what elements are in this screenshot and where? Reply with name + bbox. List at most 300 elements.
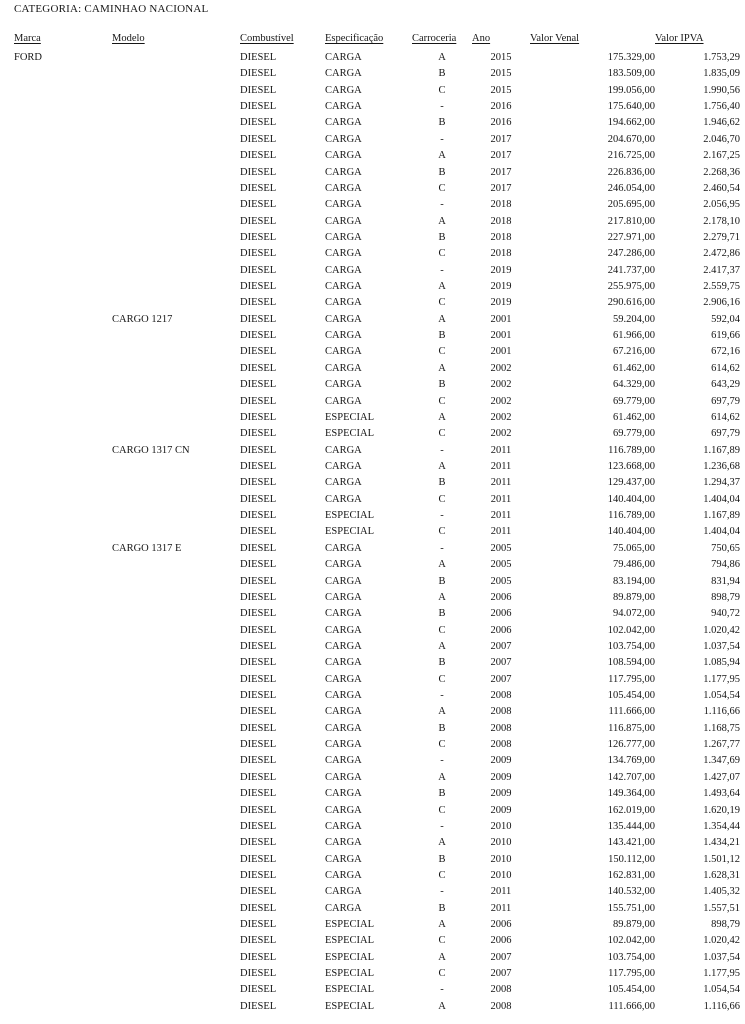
table-row xyxy=(14,704,740,720)
cell-modelo xyxy=(112,704,240,720)
cell-valor-ipva: 2.167,25 xyxy=(703,150,740,162)
cell-combustivel: DIESEL xyxy=(240,853,277,865)
cell-valor-ipva: 2.279,71 xyxy=(703,231,740,243)
cell-valor-ipva: 1.620,19 xyxy=(703,804,740,816)
table-row xyxy=(14,803,740,819)
cell-modelo xyxy=(112,66,240,82)
cell-ano: 2011 xyxy=(490,477,512,489)
cell-carroceria: C xyxy=(438,526,446,538)
cell-ano: 2011 xyxy=(490,526,512,538)
table-body xyxy=(14,50,740,1015)
cell-ano: 2008 xyxy=(490,984,512,996)
cell-valor-venal: 105.454,00 xyxy=(607,690,655,702)
cell-especificacao: CARGA xyxy=(325,542,362,554)
table-row xyxy=(14,639,740,655)
cell-valor-venal: 102.042,00 xyxy=(607,624,655,636)
cell-combustivel: DIESEL xyxy=(240,395,277,407)
cell-valor-ipva: 1.493,64 xyxy=(703,788,740,800)
cell-especificacao: CARGA xyxy=(325,133,362,145)
cell-modelo xyxy=(112,966,240,982)
cell-marca xyxy=(14,230,112,246)
cell-marca xyxy=(14,524,112,540)
cell-valor-venal: 117.795,00 xyxy=(608,968,655,980)
cell-especificacao: CARGA xyxy=(325,820,362,832)
cell-valor-ipva: 794,86 xyxy=(711,559,740,571)
cell-combustivel: DIESEL xyxy=(240,297,277,309)
cell-valor-venal: 226.836,00 xyxy=(607,166,655,178)
cell-marca xyxy=(14,999,112,1015)
cell-ano: 2006 xyxy=(490,591,512,603)
cell-modelo xyxy=(112,115,240,131)
cell-carroceria: B xyxy=(438,231,446,243)
table-row xyxy=(14,933,740,949)
cell-modelo xyxy=(112,230,240,246)
cell-ano: 2006 xyxy=(490,608,512,620)
cell-modelo xyxy=(112,606,240,622)
cell-modelo xyxy=(112,99,240,115)
cell-carroceria: - xyxy=(440,755,444,767)
cell-combustivel: DIESEL xyxy=(240,902,277,914)
cell-ano: 2009 xyxy=(490,771,512,783)
cell-combustivel: DIESEL xyxy=(240,968,277,980)
cell-valor-ipva: 1.294,37 xyxy=(703,477,740,489)
table-row xyxy=(14,459,740,475)
cell-ano: 2007 xyxy=(490,640,512,652)
cell-marca xyxy=(14,557,112,573)
cell-combustivel: DIESEL xyxy=(240,706,277,718)
cell-valor-ipva: 1.116,66 xyxy=(703,706,740,718)
cell-valor-venal: 111.666,00 xyxy=(608,1000,655,1012)
cell-modelo xyxy=(112,933,240,949)
cell-valor-venal: 105.454,00 xyxy=(607,984,655,996)
cell-ano: 2017 xyxy=(490,182,512,194)
cell-modelo xyxy=(112,246,240,262)
cell-marca xyxy=(14,492,112,508)
cell-carroceria: B xyxy=(438,788,446,800)
cell-marca xyxy=(14,933,112,949)
cell-ano: 2011 xyxy=(490,886,512,898)
cell-ano: 2001 xyxy=(490,330,512,342)
cell-valor-venal: 102.042,00 xyxy=(607,935,655,947)
cell-marca xyxy=(14,165,112,181)
cell-especificacao: ESPECIAL xyxy=(325,951,375,963)
cell-modelo xyxy=(112,623,240,639)
cell-valor-ipva: 1.946,62 xyxy=(703,117,740,129)
column-header-valor-ipva: Valor IPVA xyxy=(655,33,704,44)
cell-carroceria: B xyxy=(438,330,446,342)
cell-carroceria: A xyxy=(438,411,446,423)
cell-carroceria: C xyxy=(438,935,446,947)
cell-valor-ipva: 614,62 xyxy=(711,411,740,423)
cell-modelo xyxy=(112,83,240,99)
cell-valor-venal: 94.072,00 xyxy=(613,608,655,620)
cell-marca xyxy=(14,753,112,769)
table-row xyxy=(14,230,740,246)
cell-especificacao: CARGA xyxy=(325,395,362,407)
cell-especificacao: CARGA xyxy=(325,788,362,800)
cell-valor-ipva: 1.167,89 xyxy=(703,444,740,456)
cell-especificacao: CARGA xyxy=(325,690,362,702)
cell-modelo xyxy=(112,50,240,66)
cell-marca xyxy=(14,475,112,491)
cell-marca xyxy=(14,115,112,131)
cell-carroceria: - xyxy=(440,886,444,898)
table-row xyxy=(14,181,740,197)
cell-valor-ipva: 2.559,75 xyxy=(703,281,740,293)
table-row xyxy=(14,83,740,99)
cell-combustivel: DIESEL xyxy=(240,330,277,342)
cell-marca xyxy=(14,819,112,835)
cell-ano: 2017 xyxy=(490,133,512,145)
cell-combustivel: DIESEL xyxy=(240,52,277,63)
cell-combustivel: DIESEL xyxy=(240,493,277,505)
cell-valor-ipva: 1.404,04 xyxy=(703,493,740,505)
cell-valor-venal: 204.670,00 xyxy=(607,133,655,145)
cell-modelo xyxy=(112,688,240,704)
cell-combustivel: DIESEL xyxy=(240,313,277,325)
table-row xyxy=(14,66,740,82)
cell-especificacao: ESPECIAL xyxy=(325,968,375,980)
cell-valor-ipva: 1.434,21 xyxy=(703,837,740,849)
cell-valor-ipva: 1.404,04 xyxy=(703,526,740,538)
table-row xyxy=(14,443,740,459)
cell-carroceria: A xyxy=(438,919,446,931)
cell-marca xyxy=(14,672,112,688)
cell-valor-ipva: 1.405,32 xyxy=(703,886,740,898)
cell-carroceria: - xyxy=(440,199,444,211)
cell-especificacao: CARGA xyxy=(325,493,362,505)
cell-valor-venal: 150.112,00 xyxy=(608,853,655,865)
cell-ano: 2015 xyxy=(490,52,512,63)
cell-valor-venal: 59.204,00 xyxy=(613,313,655,325)
cell-modelo xyxy=(112,328,240,344)
cell-valor-ipva: 1.236,68 xyxy=(703,460,740,472)
cell-especificacao: CARGA xyxy=(325,657,362,669)
cell-carroceria: A xyxy=(438,559,446,571)
cell-ano: 2009 xyxy=(490,788,512,800)
cell-marca xyxy=(14,639,112,655)
cell-valor-venal: 246.054,00 xyxy=(607,182,655,194)
cell-combustivel: DIESEL xyxy=(240,460,277,472)
cell-especificacao: CARGA xyxy=(325,52,362,63)
cell-valor-ipva: 2.178,10 xyxy=(703,215,740,227)
cell-marca xyxy=(14,263,112,279)
table-row xyxy=(14,410,740,426)
cell-modelo xyxy=(112,524,240,540)
cell-carroceria: B xyxy=(438,68,446,80)
cell-modelo xyxy=(112,884,240,900)
cell-marca xyxy=(14,410,112,426)
cell-especificacao: CARGA xyxy=(325,673,362,685)
cell-ano: 2017 xyxy=(490,166,512,178)
cell-carroceria: C xyxy=(438,182,446,194)
cell-ano: 2019 xyxy=(490,297,512,309)
cell-valor-venal: 162.019,00 xyxy=(607,804,655,816)
cell-valor-ipva: 1.037,54 xyxy=(703,951,740,963)
cell-valor-venal: 183.509,00 xyxy=(607,68,655,80)
cell-valor-venal: 162.831,00 xyxy=(607,869,655,881)
table-row xyxy=(14,492,740,508)
cell-valor-venal: 69.779,00 xyxy=(613,428,655,440)
cell-valor-ipva: 1.020,42 xyxy=(703,935,740,947)
table-row xyxy=(14,557,740,573)
cell-ano: 2019 xyxy=(490,264,512,276)
cell-valor-ipva: 2.056,95 xyxy=(703,199,740,211)
cell-modelo xyxy=(112,279,240,295)
cell-carroceria: - xyxy=(440,444,444,456)
cell-valor-venal: 217.810,00 xyxy=(607,215,655,227)
cell-ano: 2001 xyxy=(490,313,512,325)
cell-especificacao: CARGA xyxy=(325,231,362,243)
cell-valor-venal: 149.364,00 xyxy=(607,788,655,800)
cell-carroceria: C xyxy=(438,428,446,440)
cell-marca xyxy=(14,181,112,197)
cell-modelo xyxy=(112,999,240,1015)
cell-marca xyxy=(14,950,112,966)
cell-carroceria: - xyxy=(440,133,444,145)
table-row xyxy=(14,508,740,524)
cell-carroceria: A xyxy=(438,313,446,325)
cell-especificacao: ESPECIAL xyxy=(325,428,375,440)
table-row xyxy=(14,197,740,213)
cell-valor-venal: 123.668,00 xyxy=(607,460,655,472)
cell-especificacao: CARGA xyxy=(325,837,362,849)
cell-combustivel: DIESEL xyxy=(240,624,277,636)
cell-modelo xyxy=(112,574,240,590)
cell-valor-ipva: 2.906,16 xyxy=(703,297,740,309)
cell-carroceria: B xyxy=(438,722,446,734)
cell-modelo: CARGO 1317 E xyxy=(112,542,182,554)
cell-carroceria: A xyxy=(438,281,446,293)
cell-marca xyxy=(14,132,112,148)
cell-ano: 2008 xyxy=(490,706,512,718)
cell-especificacao: CARGA xyxy=(325,84,362,96)
cell-combustivel: DIESEL xyxy=(240,657,277,669)
cell-marca xyxy=(14,344,112,360)
table-row xyxy=(14,344,740,360)
cell-carroceria: A xyxy=(438,951,446,963)
cell-carroceria: B xyxy=(438,853,446,865)
cell-especificacao: CARGA xyxy=(325,215,362,227)
cell-valor-venal: 61.966,00 xyxy=(613,330,655,342)
cell-combustivel: DIESEL xyxy=(240,1000,277,1012)
cell-marca xyxy=(14,377,112,393)
table-row xyxy=(14,819,740,835)
cell-ano: 2011 xyxy=(490,902,512,914)
cell-combustivel: DIESEL xyxy=(240,771,277,783)
cell-marca xyxy=(14,312,112,328)
cell-ano: 2008 xyxy=(490,739,512,751)
column-header-valor-venal: Valor Venal xyxy=(530,33,580,44)
cell-combustivel: DIESEL xyxy=(240,117,277,129)
cell-valor-venal: 155.751,00 xyxy=(607,902,655,914)
column-header-combustivel: Combustível xyxy=(240,33,294,44)
cell-especificacao: CARGA xyxy=(325,68,362,80)
cell-valor-ipva: 2.460,54 xyxy=(703,182,740,194)
cell-valor-ipva: 592,04 xyxy=(711,313,740,325)
cell-especificacao: ESPECIAL xyxy=(325,1000,375,1012)
table-row xyxy=(14,868,740,884)
cell-especificacao: CARGA xyxy=(325,869,362,881)
cell-combustivel: DIESEL xyxy=(240,935,277,947)
cell-ano: 2006 xyxy=(490,919,512,931)
cell-modelo xyxy=(112,361,240,377)
cell-ano: 2009 xyxy=(490,804,512,816)
cell-combustivel: DIESEL xyxy=(240,248,277,260)
cell-ano: 2006 xyxy=(490,624,512,636)
vehicle-table xyxy=(14,27,740,1015)
cell-ano: 2018 xyxy=(490,215,512,227)
cell-especificacao: CARGA xyxy=(325,166,362,178)
cell-carroceria: - xyxy=(440,542,444,554)
table-row xyxy=(14,655,740,671)
cell-carroceria: C xyxy=(438,395,446,407)
category-title: CATEGORIA: CAMINHAO NACIONAL xyxy=(14,3,209,15)
cell-carroceria: C xyxy=(438,346,446,358)
cell-ano: 2007 xyxy=(490,673,512,685)
cell-valor-ipva: 1.427,07 xyxy=(703,771,740,783)
cell-ano: 2005 xyxy=(490,575,512,587)
cell-valor-venal: 135.444,00 xyxy=(607,820,655,832)
cell-valor-venal: 108.594,00 xyxy=(607,657,655,669)
cell-carroceria: C xyxy=(438,297,446,309)
cell-especificacao: CARGA xyxy=(325,362,362,374)
table-row xyxy=(14,982,740,998)
cell-combustivel: DIESEL xyxy=(240,788,277,800)
cell-marca xyxy=(14,590,112,606)
cell-modelo xyxy=(112,344,240,360)
table-row xyxy=(14,623,740,639)
table-row xyxy=(14,214,740,230)
cell-combustivel: DIESEL xyxy=(240,182,277,194)
cell-carroceria: C xyxy=(438,869,446,881)
table-row xyxy=(14,475,740,491)
cell-modelo xyxy=(112,950,240,966)
cell-valor-venal: 255.975,00 xyxy=(607,281,655,293)
cell-carroceria: - xyxy=(440,984,444,996)
cell-modelo xyxy=(112,181,240,197)
cell-marca xyxy=(14,214,112,230)
cell-combustivel: DIESEL xyxy=(240,264,277,276)
table-row xyxy=(14,884,740,900)
cell-valor-venal: 61.462,00 xyxy=(613,362,655,374)
cell-combustivel: DIESEL xyxy=(240,690,277,702)
cell-modelo xyxy=(112,197,240,213)
cell-combustivel: DIESEL xyxy=(240,608,277,620)
cell-especificacao: CARGA xyxy=(325,755,362,767)
cell-carroceria: B xyxy=(438,902,446,914)
cell-especificacao: CARGA xyxy=(325,591,362,603)
cell-ano: 2016 xyxy=(490,117,512,129)
cell-ano: 2007 xyxy=(490,968,512,980)
cell-ano: 2011 xyxy=(490,510,512,522)
cell-marca xyxy=(14,884,112,900)
cell-combustivel: DIESEL xyxy=(240,575,277,587)
cell-marca xyxy=(14,786,112,802)
cell-especificacao: CARGA xyxy=(325,608,362,620)
cell-valor-ipva: 1.116,66 xyxy=(703,1000,740,1012)
table-row xyxy=(14,361,740,377)
cell-modelo xyxy=(112,737,240,753)
cell-ano: 2006 xyxy=(490,935,512,947)
cell-modelo xyxy=(112,263,240,279)
cell-ano: 2010 xyxy=(490,869,512,881)
cell-carroceria: B xyxy=(438,117,446,129)
table-row xyxy=(14,99,740,115)
cell-carroceria: - xyxy=(440,101,444,113)
cell-carroceria: C xyxy=(438,493,446,505)
cell-modelo xyxy=(112,917,240,933)
cell-combustivel: DIESEL xyxy=(240,199,277,211)
cell-valor-ipva: 614,62 xyxy=(711,362,740,374)
cell-marca xyxy=(14,83,112,99)
cell-combustivel: DIESEL xyxy=(240,542,277,554)
cell-especificacao: CARGA xyxy=(325,624,362,636)
cell-marca xyxy=(14,868,112,884)
cell-valor-ipva: 1.753,29 xyxy=(703,52,740,63)
cell-valor-ipva: 2.417,37 xyxy=(703,264,740,276)
cell-marca: FORD xyxy=(14,52,43,63)
cell-valor-venal: 143.421,00 xyxy=(607,837,655,849)
cell-combustivel: DIESEL xyxy=(240,559,277,571)
cell-modelo xyxy=(112,295,240,311)
cell-marca xyxy=(14,99,112,115)
cell-carroceria: - xyxy=(440,690,444,702)
cell-ano: 2018 xyxy=(490,199,512,211)
cell-ano: 2002 xyxy=(490,362,512,374)
cell-valor-venal: 89.879,00 xyxy=(613,919,655,931)
cell-especificacao: CARGA xyxy=(325,902,362,914)
cell-especificacao: CARGA xyxy=(325,722,362,734)
cell-ano: 2005 xyxy=(490,559,512,571)
cell-ano: 2008 xyxy=(490,690,512,702)
column-header-especificacao: Especificação xyxy=(325,33,384,44)
cell-especificacao: CARGA xyxy=(325,559,362,571)
cell-ano: 2018 xyxy=(490,231,512,243)
cell-valor-ipva: 1.054,54 xyxy=(703,690,740,702)
table-row xyxy=(14,132,740,148)
cell-combustivel: DIESEL xyxy=(240,722,277,734)
cell-marca xyxy=(14,394,112,410)
cell-valor-ipva: 831,94 xyxy=(711,575,740,587)
cell-marca xyxy=(14,721,112,737)
cell-especificacao: CARGA xyxy=(325,804,362,816)
cell-ano: 2002 xyxy=(490,428,512,440)
cell-ano: 2018 xyxy=(490,248,512,260)
cell-carroceria: A xyxy=(438,1000,446,1012)
cell-valor-ipva: 1.756,40 xyxy=(703,101,740,113)
cell-marca xyxy=(14,328,112,344)
cell-combustivel: DIESEL xyxy=(240,673,277,685)
cell-carroceria: C xyxy=(438,84,446,96)
cell-ano: 2010 xyxy=(490,837,512,849)
cell-ano: 2011 xyxy=(490,493,512,505)
cell-valor-ipva: 1.347,69 xyxy=(703,755,740,767)
cell-valor-venal: 140.404,00 xyxy=(607,493,655,505)
cell-marca xyxy=(14,606,112,622)
cell-marca xyxy=(14,655,112,671)
cell-carroceria: B xyxy=(438,608,446,620)
cell-marca xyxy=(14,574,112,590)
cell-valor-venal: 241.737,00 xyxy=(607,264,655,276)
cell-valor-ipva: 1.020,42 xyxy=(703,624,740,636)
cell-especificacao: CARGA xyxy=(325,248,362,260)
cell-carroceria: A xyxy=(438,771,446,783)
cell-carroceria: B xyxy=(438,379,446,391)
cell-valor-ipva: 697,79 xyxy=(711,428,740,440)
cell-modelo xyxy=(112,148,240,164)
cell-combustivel: DIESEL xyxy=(240,869,277,881)
